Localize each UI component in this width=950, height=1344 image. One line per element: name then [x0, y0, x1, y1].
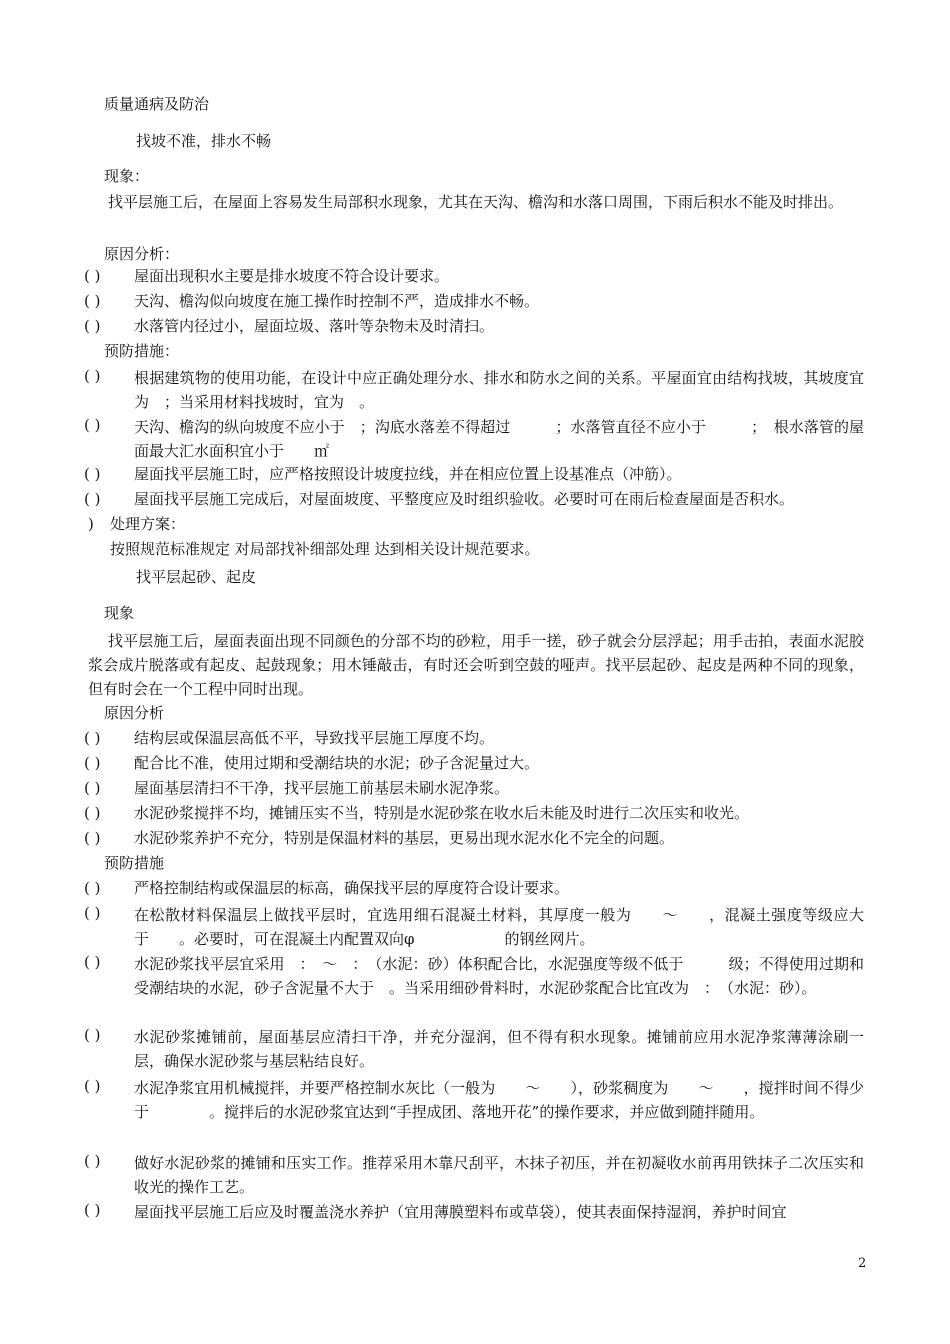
item-marker: ( ): [84, 1152, 101, 1170]
page-title: 质量通病及防治: [104, 95, 210, 113]
item-marker: ( ): [84, 754, 101, 772]
cause-label: 原因分析：: [104, 245, 180, 263]
item-marker: ( ): [84, 416, 101, 434]
item-marker: ( ): [84, 267, 101, 285]
prevention-item: 屋面找平层施工时，应严格按照设计坡度拉线，并在相应位置上设基准点（冲筋）。: [134, 465, 682, 483]
item-marker: ( ): [84, 317, 101, 335]
item-marker: ( ): [84, 490, 101, 508]
prevention-item: 严格控制结构或保温层的标高，确保找平层的厚度符合设计要求。: [134, 879, 570, 897]
item-marker: ( ): [84, 829, 101, 847]
cause-label: 原因分析: [104, 704, 165, 722]
prevention-item: 水泥净浆宜用机械搅拌，并要严格控制水灰比（一般为 ～ ），砂浆稠度为 ～ ，搅拌时间不得少于 。搅拌后的水泥砂浆宜达到“手捏成团、落地开花”的操作要求，并应做到随拌随用。: [134, 1079, 864, 1121]
prevention-item: 屋面找平层施工完成后，对屋面坡度、平整度应及时组织验收。必要时可在雨后检查屋面是否积水。: [134, 490, 795, 508]
cause-item: 配合比不准，使用过期和受潮结块的水泥；砂子含泥量过大。: [134, 754, 540, 772]
prevention-item: 水泥砂浆找平层宜采用 ： ～ ： （水泥：砂）体积配合比，水泥强度等级不低于 级；不得使用过期和受潮结块的水泥，砂子含泥量不大于 。当采用细砂骨料时，水泥砂浆配合比宜改为 ： （水泥：砂）。: [134, 955, 864, 997]
page-number: 2: [858, 1256, 867, 1271]
prevention-label: 预防措施：: [104, 342, 180, 360]
item-marker: ( ): [84, 729, 101, 747]
prevention-item: 天沟、檐沟的纵向坡度不应小于 ；沟底水落差不得超过 ；水落管直径不应小于 ； 根水落管的屋面最大汇水面积宜小于 ㎡: [134, 418, 864, 460]
prevention-item: 根据建筑物的使用功能，在设计中应正确处理分水、排水和防水之间的关系。平屋面宜由结构找坡，其坡度宜为 ；当采用材料找坡时，宜为 。: [134, 369, 864, 411]
cause-item: 结构层或保温层高低不平，导致找平层施工厚度不均。: [134, 729, 495, 747]
item-marker: ( ): [84, 292, 101, 310]
treatment-marker: ): [88, 515, 94, 533]
phenomenon-text: 找平层施工后，在屋面上容易发生局部积水现象，尤其在天沟、檐沟和水落口周围，下雨后积水不能及时排出。: [108, 193, 844, 211]
cause-item: 天沟、檐沟似向坡度在施工操作时控制不严，造成排水不畅。: [134, 292, 540, 310]
phenomenon-label: 现象：: [104, 167, 150, 185]
item-marker: ( ): [84, 465, 101, 483]
prevention-label: 预防措施: [104, 854, 165, 872]
cause-item: 屋面出现积水主要是排水坡度不符合设计要求。: [134, 267, 450, 285]
item-marker: ( ): [84, 879, 101, 897]
item-marker: ( ): [84, 779, 101, 797]
cause-item: 水泥砂浆养护不充分，特别是保温材料的基层，更易出现水泥水化不完全的问题。: [134, 829, 675, 847]
cause-item: 水泥砂浆搅拌不均，摊铺压实不当，特别是水泥砂浆在收水后未能及时进行二次压实和收光。: [134, 804, 750, 822]
prevention-item: 水泥砂浆摊铺前，屋面基层应清扫干净，并充分湿润，但不得有积水现象。摊铺前应用水泥净浆薄薄涂刷一层，确保水泥砂浆与基层粘结良好。: [134, 1028, 864, 1070]
prevention-item: 做好水泥砂浆的摊铺和压实工作。推荐采用木靠尺刮平，木抹子初压，并在初凝收水前再用铁抹子二次压实和收光的操作工艺。: [134, 1154, 864, 1196]
prevention-item: 在松散材料保温层上做找平层时，宜选用细石混凝土材料，其厚度一般为 ～ ，混凝土强度等级应大于 。必要时，可在混凝土内配置双向φ 的钢丝网片。: [134, 906, 864, 948]
treatment-label: 处理方案：: [110, 515, 186, 533]
item-marker: ( ): [84, 804, 101, 822]
section-heading: 找坡不准，排水不畅: [136, 132, 272, 150]
prevention-item: 屋面找平层施工后应及时覆盖浇水养护（宜用薄膜塑料布或草袋），使其表面保持湿润，养护时间宜: [134, 1203, 787, 1221]
section-heading: 找平层起砂、起皮: [136, 568, 257, 586]
phenomenon-text: 找平层施工后，屋面表面出现不同颜色的分部不均的砂粒，用手一搓，砂子就会分层浮起；用手击拍，表面水泥胶浆会成片脱落或有起皮、起鼓现象；用木锤敲击，有时还会听到空鼓的哑声。找平层起砂、起皮是两种不同的现象，但有时会在一个工程中同时出现。: [88, 632, 864, 698]
item-marker: ( ): [84, 367, 101, 385]
treatment-text: 按照规范标准规定 对局部找补细部处理 达到相关设计规范要求。: [110, 540, 540, 558]
item-marker: ( ): [84, 1077, 101, 1095]
item-marker: ( ): [84, 1026, 101, 1044]
phenomenon-label: 现象: [104, 604, 135, 622]
cause-item: 屋面基层清扫不干净，找平层施工前基层未刷水泥净浆。: [134, 779, 510, 797]
item-marker: ( ): [84, 1201, 101, 1219]
item-marker: ( ): [84, 904, 101, 922]
cause-item: 水落管内径过小，屋面垃圾、落叶等杂物未及时清扫。: [134, 317, 495, 335]
item-marker: ( ): [84, 953, 101, 971]
